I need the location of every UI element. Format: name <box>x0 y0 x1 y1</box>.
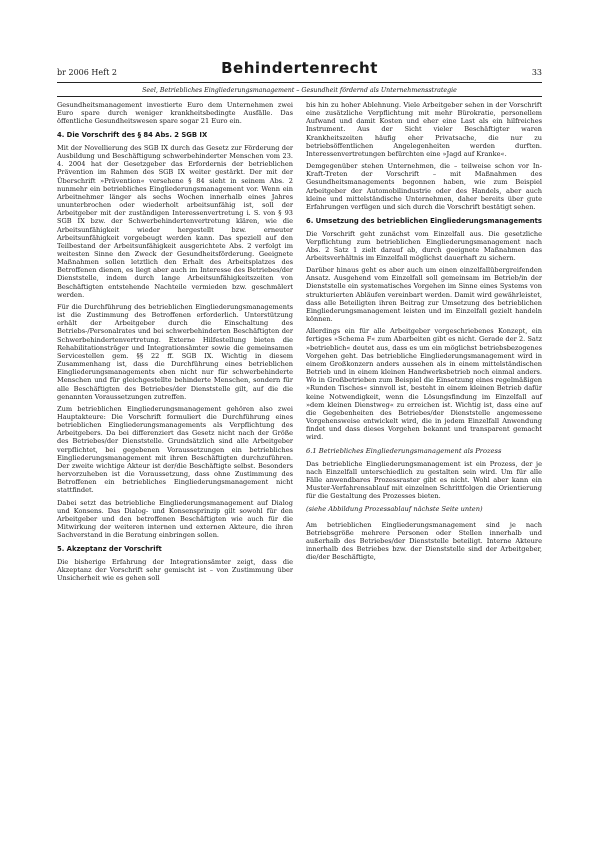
paragraph: Die bisherige Erfahrung der Integrationsämter zeigt, dass die Akzeptanz der Vorschrift sehr gemischt ist – von Zustimmung über Unsicherheit wie es gehen soll <box>57 557 293 583</box>
paragraph: Demgegenüber stehen Unternehmen, die – teilweise schon vor In-Kraft-Treten der Vorschrift – mit Maßnahmen des Gesundheitsmanagements begonnen haben, wie zum Beispiel Arbeitgeber der Automobilindustrie oder des Handels, aber auch kleine und mittelständische Unternehmen, daher bereits über gute Erfahrungen verfügen und sich durch die Vorschrift bestätigt sehen. <box>306 162 542 211</box>
running-title: Seel, Betriebliches Eingliederungsmanagement – Gesundheit fördernd als Unternehmensstrategie <box>142 87 457 94</box>
section-heading: 4. Die Vorschrift des § 84 Abs. 2 SGB IX <box>57 131 208 140</box>
page-header <box>57 59 542 81</box>
paragraph: Die Vorschrift geht zunächst vom Einzelfall aus. Die gesetzliche Verpflichtung zum betrieblichen Eingliederungsmanagement nach Abs. 2 Satz 1 zielt darauf ab, durch geeignete Maßnahmen das Arbeitsverhältnis im Einzelfall möglichst dauerhaft zu sichern. <box>306 229 542 262</box>
subsection-heading: 6.1 Betriebliches Eingliederungsmanagement als Prozess <box>306 447 502 456</box>
page-number: 33 <box>531 68 542 77</box>
left-column <box>57 101 293 586</box>
paragraph: Für die Durchführung des betrieblichen Eingliederungsmanagements ist die Zustimmung des Betroffenen erforderlich. Unterstützung erhält der Arbeitgeber durch die Einschaltung des Betriebs-/Personalrates und bei schwerbehinderten Beschäftigten der Schwerbehindertenvertretung. Externe Hilfestellung bieten die Rehabilitationsträger und Integrationsämter sowie die gemeinsamen Servicestellen gem. §§ 22 ff. SGB IX. Wichtig in diesem Zusammenhang ist, dass die Durchführung eines betrieblichen Eingliederungsmanagements eben nicht nur für schwerbehinderte Menschen und für gleichgestellte behinderte Menschen, sondern für alle Beschäftigten des Betriebes/der Dienststelle gilt, auf die die genannten Voraussetzungen zutreffen. <box>57 302 293 401</box>
right-column <box>306 101 542 565</box>
journal-title: Behindertenrecht <box>221 59 378 77</box>
paragraph: Gesundheitsmanagement investierte Euro dem Unternehmen zwei Euro spare durch weniger krankheitsbedingte Ausfälle. Das öffentliche Gesundheitswesen spare sogar 21 Euro ein. <box>57 101 293 126</box>
paragraph: Zum betrieblichen Eingliederungsmanagement gehören also zwei Hauptakteure: Die Vorschrift formuliert die Durchführung eines betrieblichen Eingliederungsmanagements als Verpflichtung des Arbeitgebers. Da bei differenziert das Gesetz nicht nach der Größe des Betriebes/der Dienststelle. Grundsätzlich sind alle Arbeitgeber verpflichtet, bei gegebenen Voraussetzungen ein betriebliches Eingliederungsmanagement mit ihren Beschäftigten durchzuführen. Der zweite wichtige Akteur ist der/die Beschäftigte selbst. Besonders hervorzuheben ist die Voraussetzung, dass ohne Zustimmung des Betroffenen ein betriebliches Eingliederungsmanagement nicht stattfindet. <box>57 404 293 495</box>
paragraph: Allerdings ein für alle Arbeitgeber vorgeschriebenes Konzept, ein fertiges »Schema F« zum Abarbeiten gibt es nicht. Gerade der 2. Satz »betrieblich« deutet aus, dass es um ein möglichst betriebsbezogenes Vorgehen geht. Das betriebliche Eingliederungsmanagement wird in einem Großkonzern anders aussehen als in einem mittelständischen Betrieb und in einem kleinen Handwerksbetrieb noch einmal anders. Wo in Großbetrieben zum Beispiel die Einsetzung eines regelmäßigen »Runden Tisches« sinnvoll ist, besteht in einem kleinen Betrieb dafür keine Notwendigkeit, wenn die Lösungsfindung im Einzelfall auf »dem kleinen Dienstweg« zu erreichen ist. Wichtig ist, dass eine auf die Gegebenheiten des Betriebes/der Dienststelle angemessene Vorgehensweise entwickelt wird, die in jedem Einzelfall Anwendung findet und dass dieses Vorgehen bekannt und transparent gemacht wird. <box>306 327 542 442</box>
paragraph: bis hin zu hoher Ablehnung. Viele Arbeitgeber sehen in der Vorschrift eine zusätzliche Verpflichtung mit mehr Bürokratie, personellem Aufwand und damit Kosten und eher eine Last als ein hilfreiches Instrument. Aus der Sicht vieler Beschäftigter waren Krankheitszeiten häufig eher Privatsache, die nur zu betriebsöffentlichen Angelegenheiten werden durften. Interessenvertretungen befürchten eine »Jagd auf Kranke«. <box>306 101 542 158</box>
paragraph: Mit der Novellierung des SGB IX durch das Gesetz zur Förderung der Ausbildung und Beschäftigung schwerbehinderter Menschen vom 23. 4. 2004 hat der Gesetzgeber das Erfordernis der betrieblichen Prävention im Rahmen des SGB IX weiter gestärkt. Der mit der Überschrift »Prävention« versehene § 84 sieht in seinem Abs. 2 nunmehr ein betriebliches Eingliederungsmanagement vor. Wenn ein Arbeitnehmer länger als sechs Wochen innerhalb eines Jahres ununterbrochen oder wiederholt arbeitsunfähig ist, soll der Arbeitgeber mit der zuständigen Interessenvertretung i. S. von § 93 SGB IX bzw. der Schwerbehindertenvertretung klären, wie die Arbeitsunfähigkeit wieder hergestellt bzw. erneuter Arbeitsunfähigkeit vorgebeugt werden kann. Das speziell auf den Teilbestand der Arbeitsunfähigkeit ausgerichtete Abs. 2 verfolgt im weitesten Sinne den Zweck der Gesundheitsförderung. Geeignete Maßnahmen sollen letztlich den Erhalt des Arbeitsplatzes des Betroffenen dienen, es liegt aber auch im Interesse des Betriebes/der Dienststelle, indem durch lange Arbeitsunfähigkeitszeiten von Beschäftigten entstehende Nachteile vermieden bzw. geschmälert werden. <box>57 143 293 299</box>
figure-reference-note: (siehe Abbildung Prozessablauf nächste Seite unten) <box>306 504 483 513</box>
issue-label: br 2006 Heft 2 <box>57 68 117 77</box>
section-heading: 5. Akzeptanz der Vorschrift <box>57 545 162 554</box>
subhead-rule <box>57 96 542 97</box>
header-rule <box>57 82 542 83</box>
paragraph: Das betriebliche Eingliederungsmanagement ist ein Prozess, der je nach Einzelfall unterschiedlich zu gestalten sein wird. Um für alle Fälle anwendbares Prozessraster gibt es nicht. Wohl aber kann ein Muster-Verfahrensablauf mit einzelnen Schrittfolgen die Orientierung für die Gestaltung des Prozesses bieten. <box>306 459 542 501</box>
section-heading: 6. Umsetzung des betrieblichen Eingliederungsmanagements <box>306 217 542 226</box>
paragraph: Darüber hinaus geht es aber auch um einen einzelfallübergreifenden Ansatz. Ausgehend vom Einzelfall soll gemeinsam im Betrieb/in der Dienststelle ein systematisches Vorgehen im Sinne eines Systems von strukturierten Abläufen vereinbart werden. Damit wird gewährleistet, dass alle Beteiligten ihren Beitrag zur Umsetzung des betrieblichen Eingliederungsmanagement leisten und im Einzelfall gezielt handeln können. <box>306 266 542 324</box>
paragraph: Dabei setzt das betriebliche Eingliederungsmanagement auf Dialog und Konsens. Das Dialog- und Konsensprinzip gilt sowohl für den Arbeitgeber und den betroffenen Beschäftigten wie auch für die Mitwirkung der weiteren internen und externen Akteure, die ihren Sachverstand in die Beratung einbringen sollen. <box>57 498 293 540</box>
paragraph: Am betrieblichen Eingliederungsmanagement sind je nach Betriebsgröße mehrere Personen oder Stellen innerhalb und außerhalb des Betriebes/der Dienststelle beteiligt. Interne Akteure innerhalb des Betriebes bzw. der Dienststelle sind der Arbeitgeber, die/der Beschäftigte, <box>306 520 542 562</box>
